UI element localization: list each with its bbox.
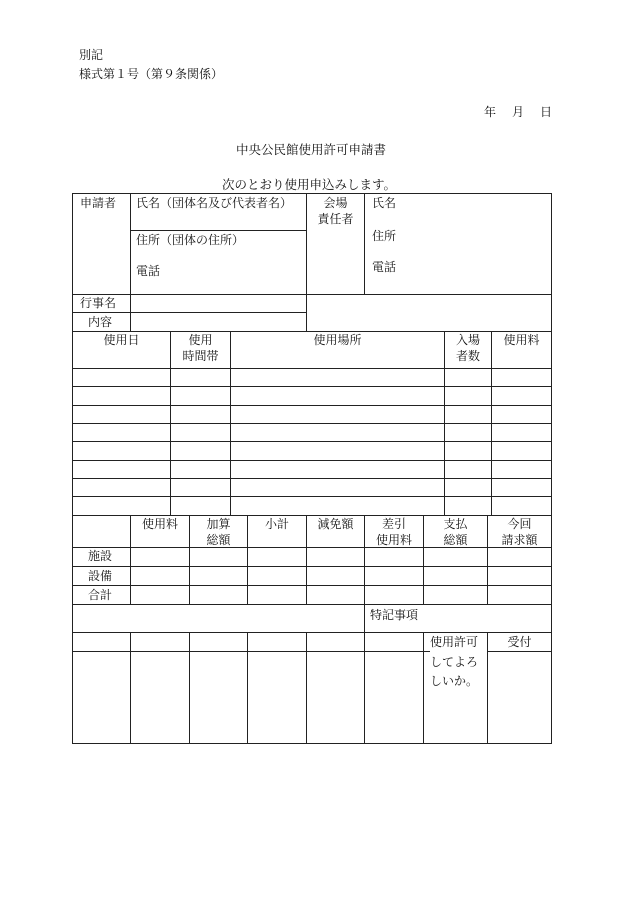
manager-name-label: 氏名 — [372, 196, 397, 210]
fee-header-surcharge-line1: 加算 — [206, 517, 231, 531]
usage-place-header: 使用場所 — [313, 333, 362, 347]
date-month-label: 月 — [512, 105, 525, 119]
fee-header-current-line2: 請求額 — [501, 533, 538, 547]
applicant-label: 申請者 — [80, 196, 117, 210]
betsuki-label: 別記 — [79, 48, 104, 62]
usage-attendance-header-line2: 者数 — [455, 349, 480, 363]
date-year-label: 年 — [484, 105, 497, 119]
usage-date-header: 使用日 — [103, 333, 140, 347]
fee-header-net-line2: 使用料 — [375, 533, 412, 547]
form-number: 様式第１号（第９条関係） — [79, 67, 224, 81]
applicant-phone-label: 電話 — [136, 264, 161, 278]
applicant-name-label: 氏名（団体名及び代表者名） — [136, 196, 293, 210]
special-notes-label: 特記事項 — [370, 608, 419, 622]
event-name-label: 行事名 — [80, 296, 117, 310]
permit-question-line3: しいか。 — [430, 674, 479, 688]
applicant-address-label: 住所（団体の住所） — [136, 233, 245, 247]
fee-header-reduction: 減免額 — [317, 517, 354, 531]
fee-row-total: 合計 — [88, 588, 113, 602]
fee-header-surcharge-line2: 総額 — [206, 533, 231, 547]
manager-address-label: 住所 — [372, 229, 397, 243]
fee-row-facility: 施設 — [88, 549, 113, 563]
page-title: 中央公民館使用許可申請書 — [236, 142, 387, 157]
venue-manager-label-line2: 責任者 — [317, 212, 354, 226]
intro-text: 次のとおり使用申込みします。 — [222, 177, 397, 192]
event-content-label: 内容 — [88, 315, 113, 329]
venue-manager-label-line1: 会場 — [323, 196, 348, 210]
fee-row-equipment: 設備 — [88, 569, 113, 583]
usage-time-header-line2: 時間帯 — [182, 349, 219, 363]
usage-time-header-line1: 使用 — [188, 333, 213, 347]
usage-fee-header: 使用料 — [503, 333, 540, 347]
permit-question-line2: してよろ — [430, 655, 479, 669]
fee-header-current-line1: 今回 — [507, 517, 532, 531]
fee-header-net-line1: 差引 — [381, 517, 406, 531]
fee-header-paid-line1: 支払 — [443, 517, 468, 531]
fee-header-subtotal: 小計 — [264, 517, 289, 531]
permit-question-line1: 使用許可 — [430, 635, 479, 649]
date-day-label: 日 — [540, 105, 553, 119]
fee-header-fee: 使用料 — [141, 517, 178, 531]
reception-label: 受付 — [507, 635, 532, 649]
usage-attendance-header-line1: 入場 — [455, 333, 480, 347]
manager-phone-label: 電話 — [372, 260, 397, 274]
fee-header-paid-line2: 総額 — [443, 533, 468, 547]
